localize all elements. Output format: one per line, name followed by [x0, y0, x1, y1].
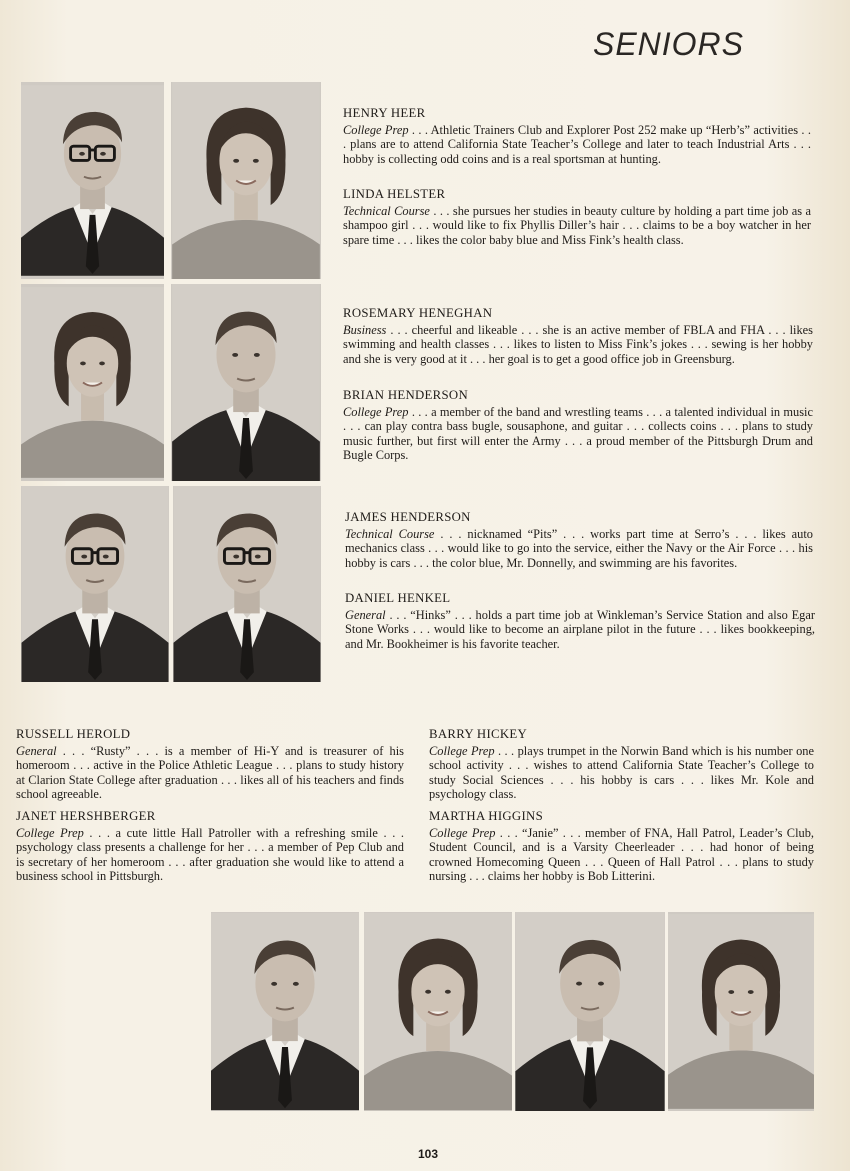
student-bio: . . . “Rusty” . . . is a member of Hi-Y and is treasurer of his homeroom . . . active in the Police Athletic League . . . plans to study history at Clarion State College after graduation . . . likes all of his teachers and finds school agreeable.	[16, 743, 404, 802]
student-bio: . . . a member of the band and wrestling teams . . . a talented individual in music . . . can play contra bass bugle, sousaphone, and guitar . . . collects coins . . . plans to study music further, but first will enter the Army . . . a proud member of the Pittsburgh Drum and Bugle Corps.	[343, 404, 814, 463]
student-name: MARTHA HIGGINS	[429, 809, 543, 823]
student-course: Business	[343, 322, 387, 337]
entry-martha-higgins	[429, 809, 814, 884]
student-course: Technical Course	[343, 203, 430, 218]
student-name: RUSSELL HEROLD	[16, 727, 131, 741]
entry-barry-hickey	[429, 727, 814, 802]
portrait-martha-higgins	[668, 912, 814, 1111]
portrait-rosemary-heneghan	[21, 284, 164, 481]
student-course: College Prep	[16, 825, 84, 840]
student-name: HENRY HEER	[343, 106, 426, 120]
portrait-james-henderson	[21, 486, 169, 682]
portrait-barry-hickey	[515, 912, 665, 1111]
student-name: LINDA HELSTER	[343, 187, 446, 201]
portrait-henry-heer	[21, 82, 164, 279]
student-bio: . . . a cute little Hall Patroller with a refreshing smile . . . psychology class presents a challenge for her . . . a member of Pep Club and is secretary of her homeroom . . . after graduation she would like to attend a business school in Pittsburgh.	[16, 825, 404, 884]
student-course: Technical Course	[345, 526, 435, 541]
student-course: College Prep	[343, 122, 409, 137]
student-bio: . . . “Hinks” . . . holds a part time job at Winkleman’s Service Station and also Egar Stone Works . . . would like to become an airplane pilot in the future . . . likes bookkeeping, and Mr. Bookheimer is his favorite teacher.	[345, 607, 815, 651]
page-title: SENIORS	[592, 26, 744, 62]
student-course: College Prep	[343, 404, 409, 419]
page-number: 103	[418, 1147, 439, 1161]
student-bio: . . . nicknamed “Pits” . . . works part time at Serro’s . . . likes auto mechanics class . . . would like to go into the service, either the Navy or the Air Force . . . his hobby is cars . . . the color blue, Mr. Donnelly, and swimming are his favorites.	[345, 526, 813, 570]
student-course: General	[16, 743, 57, 758]
student-course: General	[345, 607, 386, 622]
student-course: College Prep	[429, 825, 496, 840]
student-name: BRIAN HENDERSON	[343, 388, 469, 402]
student-name: DANIEL HENKEL	[345, 591, 451, 605]
student-bio: . . . cheerful and likeable . . . she is an active member of FBLA and FHA . . . likes swimming and health classes . . . likes to listen to Miss Fink’s jokes . . . sewing is her hobby and she is very good at it . . . her goal is to get a good office job in Greensburg.	[343, 322, 813, 366]
student-bio: . . . she pursues her studies in beauty culture by holding a part time job as a shampoo girl . . . would like to fix Phyllis Diller’s hair . . . claims to be a boy watcher in her spare time . . . likes the color baby blue and Miss Fink’s health class.	[343, 203, 811, 247]
entry-janet-hershberger	[16, 809, 404, 884]
portrait-brian-henderson	[171, 284, 321, 481]
entry-russell-herold	[16, 727, 404, 802]
student-bio: . . . plays trumpet in the Norwin Band which is his number one school activity . . . wishes to attend California State Teacher’s College to study Social Sciences . . . his hobby is cars . . . likes Mr. Kole and psychology class.	[429, 743, 814, 802]
entry-henry-heer	[343, 106, 811, 166]
student-name: JAMES HENDERSON	[345, 510, 471, 524]
student-name: BARRY HICKEY	[429, 727, 528, 741]
portrait-daniel-henkel	[173, 486, 321, 682]
entry-james-henderson	[345, 510, 813, 570]
portrait-janet-hershberger	[364, 912, 512, 1111]
entry-daniel-henkel	[345, 591, 815, 651]
student-bio: . . . “Janie” . . . member of FNA, Hall Patrol, Leader’s Club, Student Council, and is a Varsity Cheerleader . . . had honor of being crowned Homecoming Queen . . . Queen of Hall Patrol . . . plans to study nursing . . . claims her hobby is Bob Litterini.	[429, 825, 814, 884]
portrait-linda-helster	[171, 82, 321, 279]
entry-brian-henderson	[343, 388, 813, 463]
entry-rosemary-heneghan	[343, 306, 813, 366]
student-name: JANET HERSHBERGER	[16, 809, 156, 823]
portrait-russell-herold	[211, 912, 359, 1111]
student-course: College Prep	[429, 743, 495, 758]
student-bio: . . . Athletic Trainers Club and Explorer Post 252 make up “Herb’s” activities . . . plans are to attend California State Teacher’s College and later to teach Industrial Arts . . . hobby is collecting odd coins and is a real sportsman at hunting.	[343, 122, 811, 166]
student-name: ROSEMARY HENEGHAN	[343, 306, 493, 320]
entry-linda-helster	[343, 187, 811, 247]
